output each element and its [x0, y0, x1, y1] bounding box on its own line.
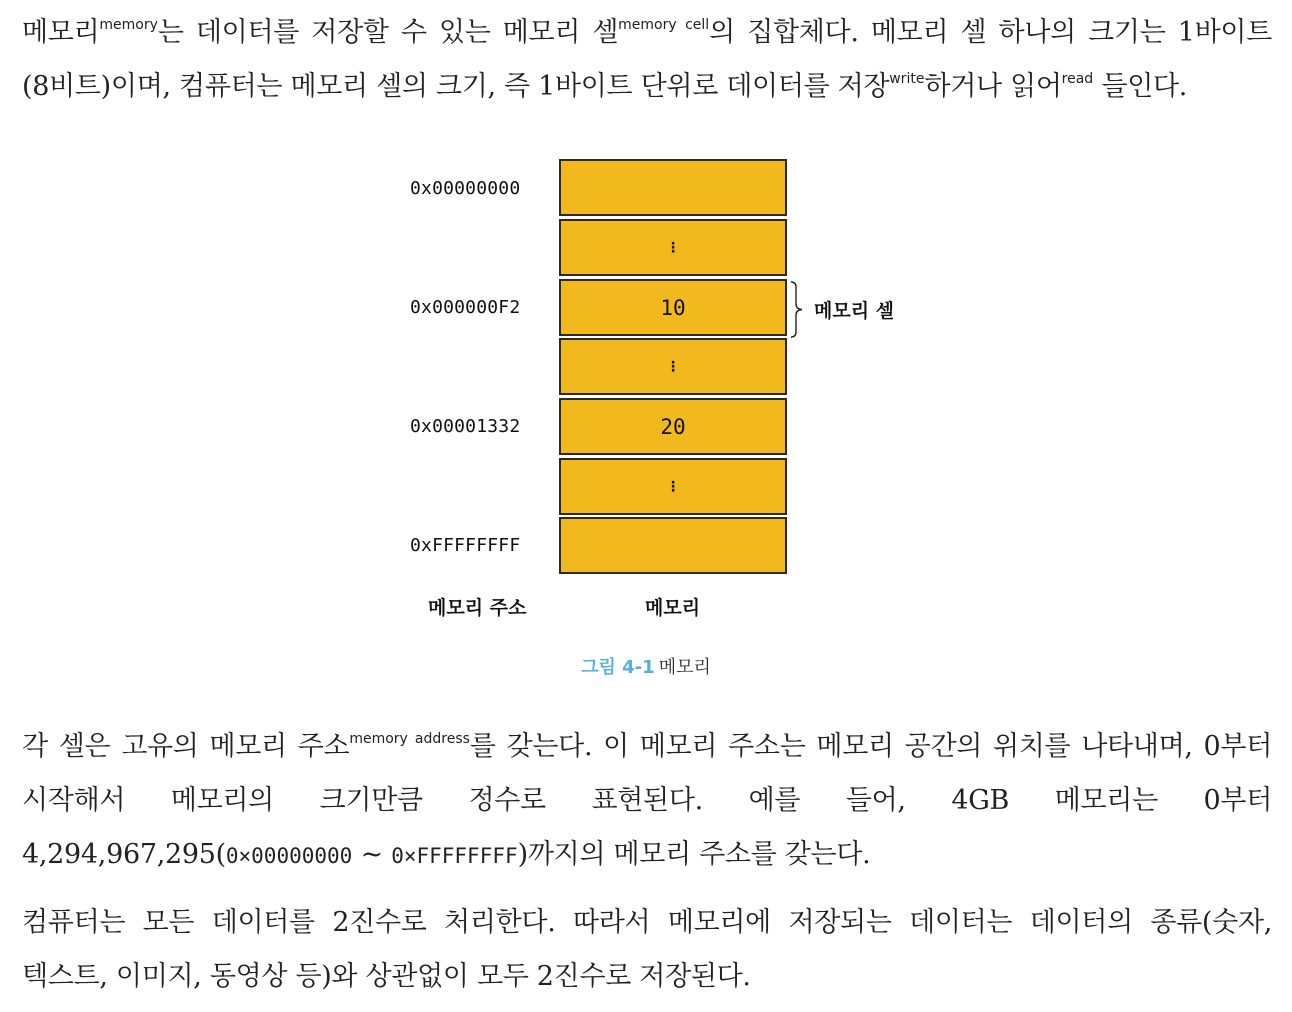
memory-cell-label: 메모리 셀: [814, 300, 895, 322]
memory-address-label: 0x00001332: [410, 416, 521, 437]
superscript-term: memory address: [349, 731, 470, 747]
paragraph-binary: [22, 896, 1272, 1004]
memory-axis-label: 메모리: [645, 597, 701, 619]
superscript-term: write: [889, 71, 925, 87]
memory-cell-ellipsis: ⋮: [559, 458, 787, 515]
memory-cell-ellipsis: ⋮: [559, 338, 787, 395]
text: 메모리: [22, 17, 100, 48]
memory-cell: 20: [559, 398, 787, 455]
text: 를 갖는다. 이 메모리 주소는 메모리 공간의 위치를 나타내며, 0부터 시작해서 메모리의 크기만큼 정수로 표현된다. 예를 들어, 4GB 메모리는 0부터 4,294,967,295(: [22, 731, 1272, 870]
text: 의 집합체다. 메모리 셀 하나의 크기는 1바이트(8비트)이며, 컴퓨터는 메모리 셀의 크기, 즉 1바이트 단위로 데이터를 저장: [22, 17, 1272, 102]
text: 는 데이터를 저장할 수 있는 메모리 셀: [157, 17, 619, 48]
paragraph-intro: [22, 6, 1272, 114]
text: 하거나 읽어: [924, 71, 1062, 102]
superscript-term: memory: [99, 17, 158, 33]
superscript-term: read: [1061, 71, 1094, 87]
brace-icon: [790, 281, 804, 338]
memory-address-axis-label: 메모리 주소: [428, 597, 527, 619]
figure-caption-text: 메모리: [658, 657, 711, 678]
memory-cell: [559, 159, 787, 216]
memory-cell-ellipsis: ⋮: [559, 219, 787, 276]
paragraph-address: [22, 720, 1272, 883]
memory-address-label: 0x00000000: [410, 178, 521, 199]
inline-code: 0×FFFFFFFF: [391, 844, 518, 868]
memory-address-label: 0xFFFFFFFF: [410, 535, 521, 556]
text: 컴퓨터는 모든 데이터를 2진수로 처리한다. 따라서 메모리에 저장되는 데이터는 데이터의 종류(숫자, 텍스트, 이미지, 동영상 등)와 상관없이 모두 2진수로 저장된다.: [22, 907, 1272, 992]
memory-address-label: 0x000000F2: [410, 297, 521, 318]
figure-caption: [0, 653, 1292, 679]
superscript-term: memory cell: [618, 17, 710, 33]
memory-cell: [559, 517, 787, 574]
text: 들인다.: [1093, 71, 1188, 102]
inline-code: 0×00000000: [225, 844, 353, 868]
memory-cell: 10: [559, 279, 787, 336]
text: )까지의 메모리 주소를 갖는다.: [517, 839, 871, 870]
text: 각 셀은 고유의 메모리 주소: [22, 731, 350, 762]
figure-number: 그림 4-1: [581, 657, 655, 678]
text: ~: [352, 839, 392, 870]
